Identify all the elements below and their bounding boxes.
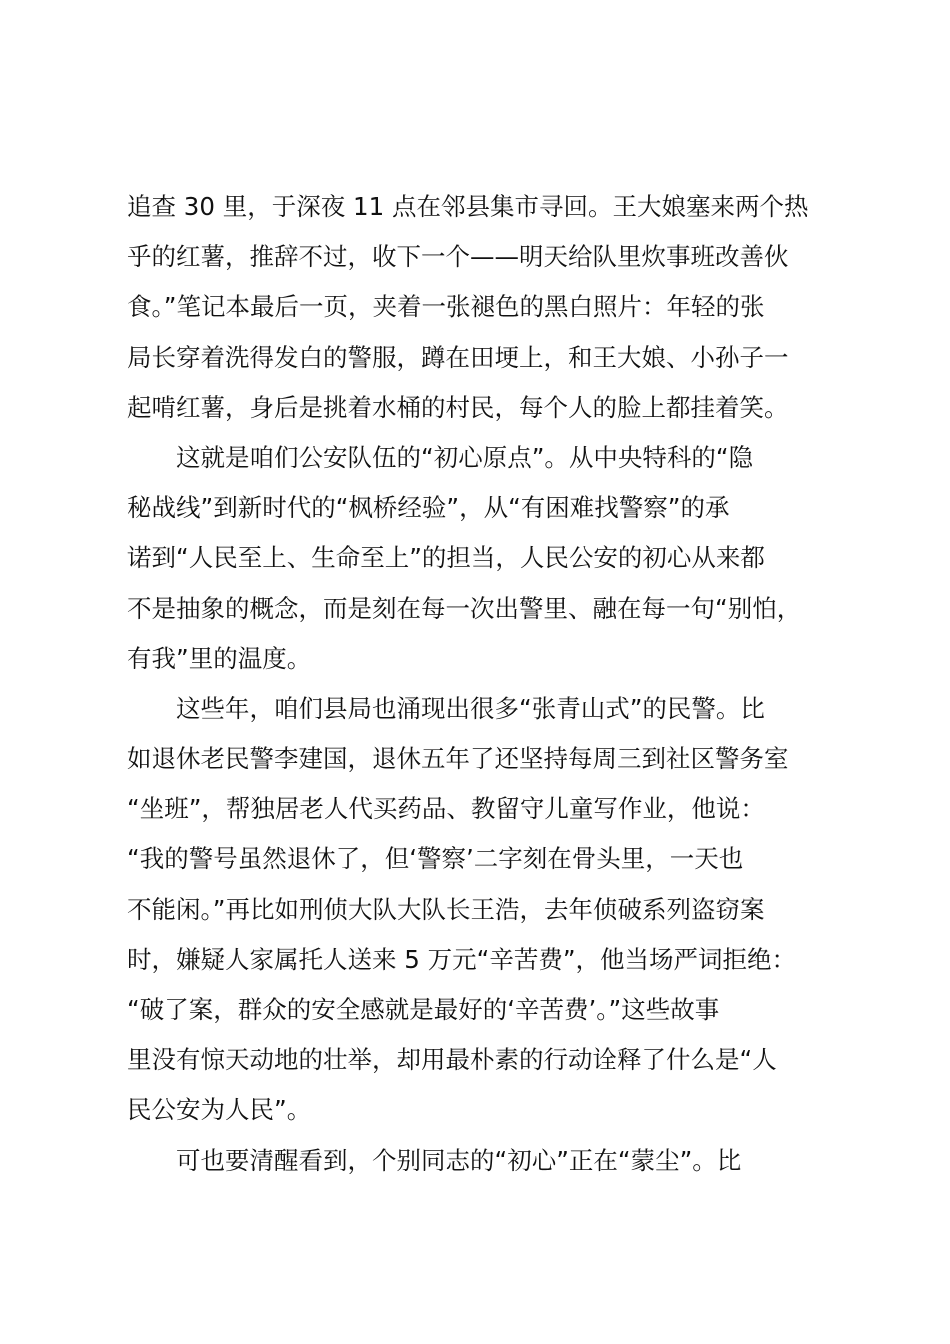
- text-line: “坐班”，帮独居老人代买药品、教留守儿童写作业，他说：: [127, 794, 765, 824]
- text-line: 乎的红薯，推辞不过，收下一个——明天给队里炊事班改善伙: [127, 242, 789, 272]
- text-line: 不能闲。”再比如刑侦大队大队长王浩，去年侦破系列盗窃案: [127, 894, 765, 924]
- text-line: 追查 30 里，于深夜 11 点在邻县集市寻回。王大娘塞来两个热: [127, 192, 809, 221]
- text-line: “破了案，群众的安全感就是最好的‘辛苦费’。”这些故事: [127, 995, 720, 1024]
- text-line: 可也要清醒看到，个别同志的“初心”正在“蒙尘”。比: [127, 1145, 742, 1175]
- text-line: 这些年，咱们县局也涌现出很多“张青山式”的民警。比: [127, 693, 765, 723]
- text-line: 如退休老民警李建国，退休五年了还坚持每周三到社区警务室: [127, 744, 789, 774]
- text-line: 时，嫌疑人家属托人送来 5 万元“辛苦费”，他当场严词拒绝：: [127, 944, 797, 974]
- text-line: 有我”里的温度。: [127, 643, 312, 673]
- text-line: 里没有惊天动地的壮举，却用最朴素的行动诠释了什么是“人: [127, 1045, 777, 1075]
- text-line: 这就是咱们公安队伍的“初心原点”。从中央特科的“隐: [127, 442, 754, 472]
- text-line: 秘战线”到新时代的“枫桥经验”，从“有困难找警察”的承: [127, 493, 730, 523]
- text-line: 诺到“人民至上、生命至上”的担当，人民公安的初心从来都: [127, 543, 765, 573]
- text-line: 局长穿着洗得发白的警服，蹲在田埂上，和王大娘、小孙子一: [127, 342, 789, 372]
- body-text: [127, 182, 827, 1186]
- text-line: 不是抽象的概念，而是刻在每一次出警里、融在每一句“别怕，: [127, 593, 802, 623]
- text-line: 食。”笔记本最后一页，夹着一张褪色的黑白照片：年轻的张: [127, 292, 765, 322]
- text-line: “我的警号虽然退休了，但‘警察’二字刻在骨头里，一天也: [127, 844, 744, 874]
- text-line: 起啃红薯，身后是挑着水桶的村民，每个人的脸上都挂着笑。: [127, 392, 789, 422]
- text-line: 民公安为人民”。: [127, 1095, 312, 1125]
